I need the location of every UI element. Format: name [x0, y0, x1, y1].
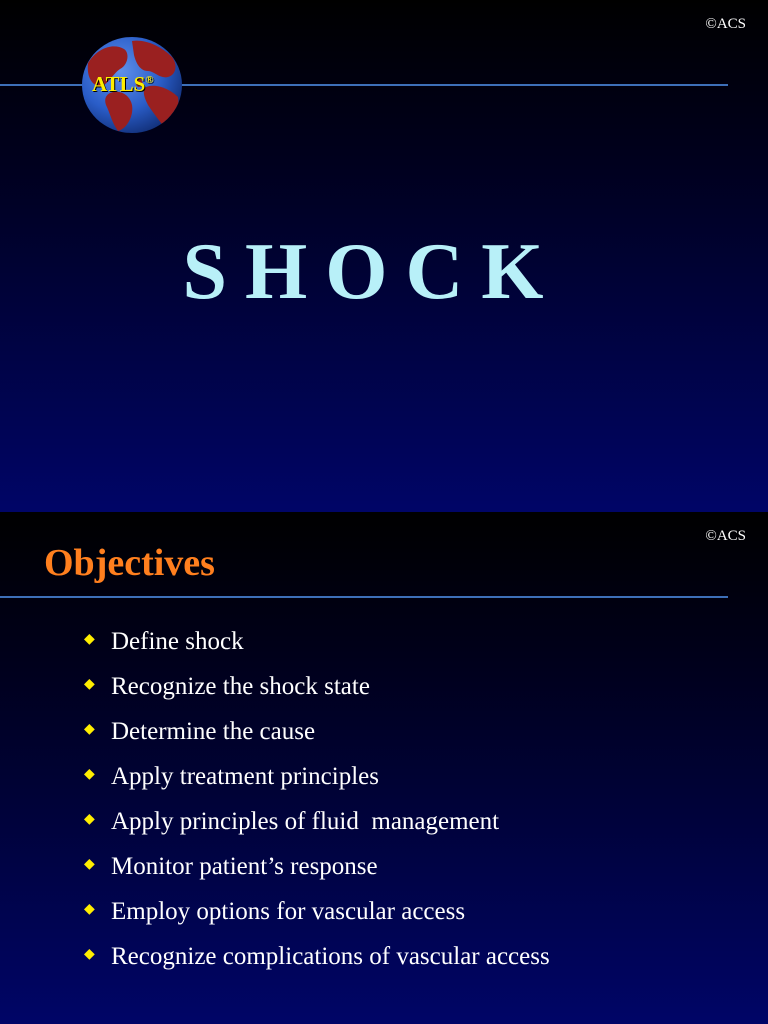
objectives-list: [84, 627, 550, 987]
copyright-label: ©ACS: [705, 16, 746, 32]
list-item: [84, 897, 550, 942]
diamond-bullet-icon: ◆: [84, 677, 95, 692]
list-item-text: Determine the cause: [111, 718, 316, 745]
slide-title: SHOCK: [182, 228, 562, 316]
diamond-bullet-icon: ◆: [84, 767, 95, 782]
list-item-text: Employ options for vascular access: [111, 898, 466, 925]
diamond-bullet-icon: ◆: [84, 722, 95, 737]
list-item-text: Apply principles of fluid management: [111, 808, 500, 835]
diamond-bullet-icon: ◆: [84, 632, 95, 647]
list-item: [84, 627, 550, 672]
list-item-text: Monitor patient’s response: [111, 853, 378, 880]
list-item-text: Apply treatment principles: [111, 763, 379, 790]
list-item: [84, 672, 550, 717]
diamond-bullet-icon: ◆: [84, 947, 95, 962]
copyright-label: ©ACS: [705, 528, 746, 544]
diamond-bullet-icon: ◆: [84, 857, 95, 872]
list-item: [84, 852, 550, 897]
list-item: [84, 762, 550, 807]
logo-registered-mark: ®: [145, 74, 154, 86]
list-item-text: Define shock: [111, 628, 244, 655]
logo-text-main: ATLS: [92, 72, 146, 96]
list-item: [84, 807, 550, 852]
logo-text: [92, 74, 154, 95]
objectives-slide: [0, 512, 768, 1024]
list-item: [84, 717, 550, 762]
slide-heading: Objectives: [44, 542, 215, 584]
header-rule: [0, 596, 728, 598]
diamond-bullet-icon: ◆: [84, 902, 95, 917]
list-item-text: Recognize complications of vascular access: [111, 943, 550, 970]
diamond-bullet-icon: ◆: [84, 812, 95, 827]
list-item-text: Recognize the shock state: [111, 673, 370, 700]
list-item: [84, 942, 550, 987]
